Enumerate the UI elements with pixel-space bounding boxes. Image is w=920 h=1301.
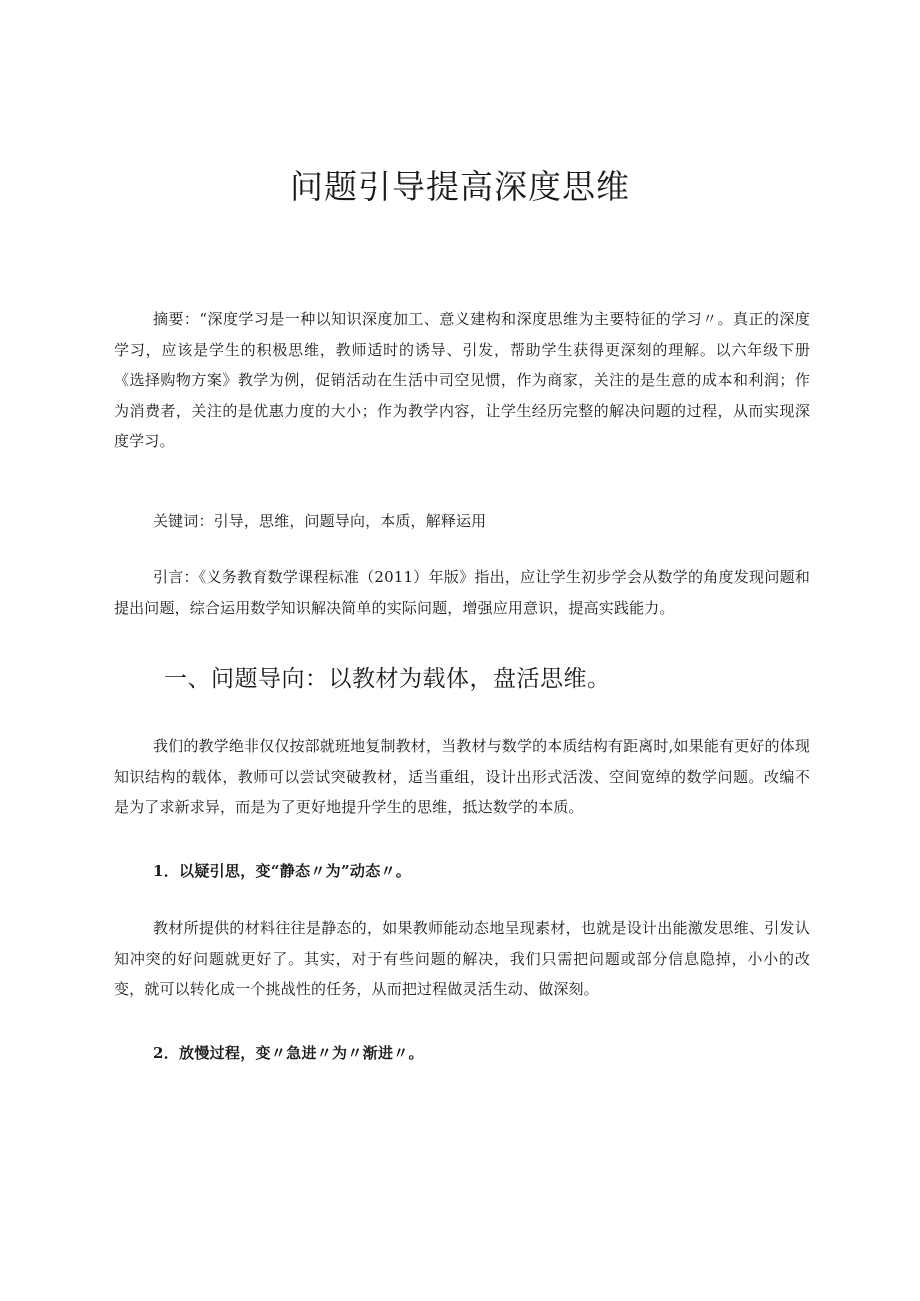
- subsection-1-body: 教材所提供的材料往往是静态的，如果教师能动态地呈现素材，也就是设计出能激发思维、引发认知冲突的好问题就更好了。其实，对于有些问题的解决，我们只需把问题或部分信息隐掉，小小的改变，就可以转化成一个挑战性的任务，从而把过程做灵活生动、做深刻。: [114, 919, 810, 998]
- keywords-paragraph: 关键词：引导，思维，问题导向，本质，解释运用: [153, 512, 487, 530]
- document-title: 问题引导提高深度思维: [290, 167, 630, 206]
- subsection-1-heading: 1．以疑引思，变“静态〃为”动态〃。: [153, 862, 412, 880]
- subsection-2-heading: 2．放慢过程，变〃急进〃为〃渐进〃。: [153, 1044, 424, 1062]
- abstract-paragraph: 摘要：“深度学习是一种以知识深度加工、意义建构和深度思维为主要特征的学习〃。真正的深度学习，应该是学生的积极思维，教师适时的诱导、引发，帮助学生获得更深刻的理解。以六年级下册《选择购物方案》教学为例，促销活动在生活中司空见惯，作为商家，关注的是生意的成本和利润；作为消费者，关注的是优惠力度的大小；作为教学内容，让学生经历完整的解决问题的过程，从而实现深度学习。: [114, 310, 810, 450]
- section-1-heading: 一、问题导向：以教材为载体，盘活思维。: [164, 666, 611, 692]
- intro-paragraph: 引言：《义务教育数学课程标准（2011）年版》指出，应让学生初步学会从数学的角度发现问题和提出问题，综合运用数学知识解决简单的实际问题，增强应用意识，提高实践能力。: [114, 568, 810, 617]
- section-1-body: 我们的教学绝非仅仅按部就班地复制教材，当教材与数学的本质结构有距离时,如果能有更好的体现知识结构的载体，教师可以尝试突破教材，适当重组，设计出形式活泼、空间宽绰的数学问题。改编不是为了求新求异，而是为了更好地提升学生的思维，抵达数学的本质。: [114, 737, 810, 816]
